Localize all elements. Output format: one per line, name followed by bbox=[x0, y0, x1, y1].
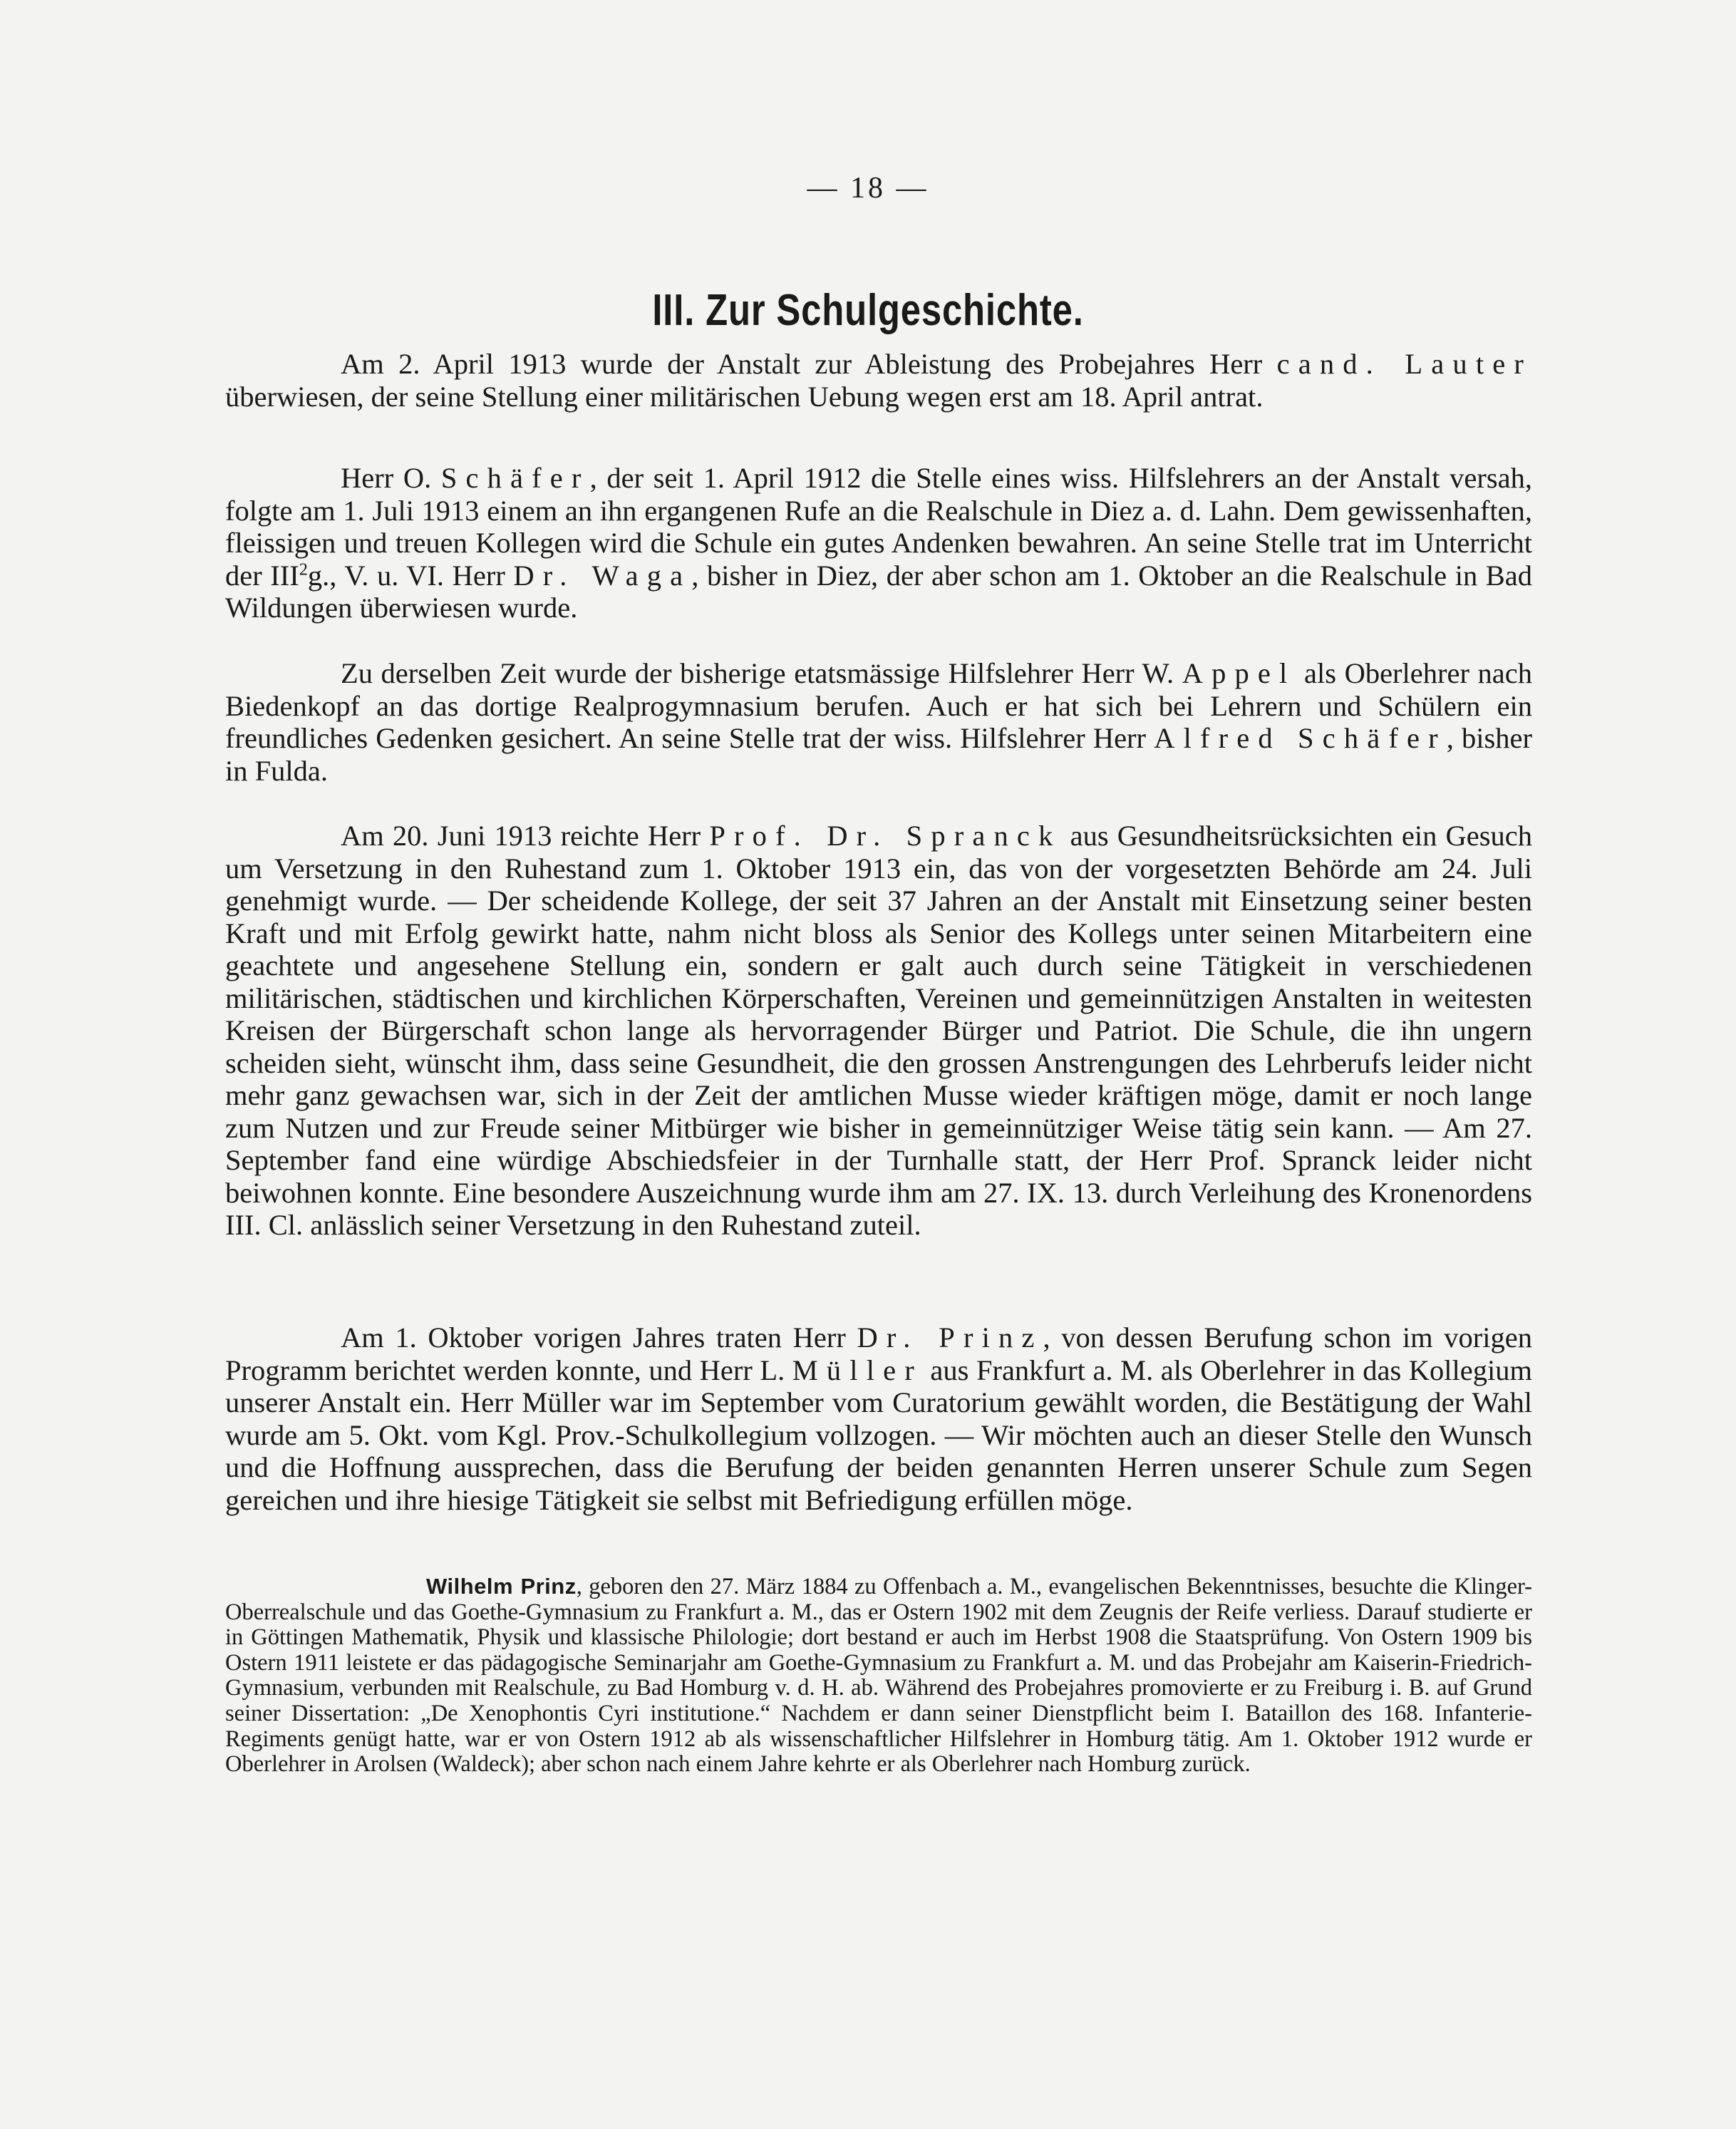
p2-name-waga: Dr. Waga bbox=[513, 559, 692, 592]
p5-name-prinz: Dr. Prinz bbox=[857, 1321, 1043, 1354]
p2-text-a: Herr O. bbox=[341, 462, 441, 494]
p3-name-appel: Appel bbox=[1182, 657, 1296, 689]
biography-name: Wilhelm Prinz bbox=[426, 1574, 577, 1599]
p3-text-e: , bisher in Fulda. bbox=[225, 722, 1533, 787]
p3-name-alfred-schaefer: Alfred Schäfer bbox=[1154, 722, 1447, 754]
p4-name-spranck: Prof. Dr. Spranck bbox=[709, 820, 1062, 852]
p2-text-d: g., V. u. VI. Herr bbox=[307, 559, 514, 592]
p3-text-a: Zu derselben Zeit wurde der bisherige etatsmässige Hilfslehrer Herr W. bbox=[341, 657, 1182, 689]
biography-note bbox=[225, 1574, 1532, 1778]
p5-text-e: aus Frankfurt a. M. als Oberlehrer in das Kollegium unserer Anstalt ein. Herr Müller war im September vom Curatorium gewählt worden, die Bestätigung der Wahl wurde am 5. Okt. vom Kgl. Prov.-Schulkollegium vollzogen. — Wir möchten auch an dieser Stelle den Wunsch und die Hoffnung aussprechen, dass die Berufung der beiden genannten Herren unserer Schule zum Segen gereichen und ihre hiesige Tätigkeit sie selbst mit Befriedigung erfüllen möge. bbox=[225, 1354, 1532, 1516]
p2-text-f: , bisher in Diez, der aber schon am 1. Oktober an die Realschule in Bad Wildungen überwiesen wurde. bbox=[225, 559, 1532, 624]
p1-text-c: überwiesen, der seine Stellung einer militärischen Uebung wegen erst am 18. April antrat. bbox=[225, 380, 1264, 413]
p2-name-schaefer: Schäfer bbox=[440, 462, 590, 494]
paragraph-probejahr bbox=[225, 348, 1532, 413]
p3-text-c: als Oberlehrer nach Biedenkopf an das dortige Realprogymnasium berufen. Auch er hat sich bei Lehrern und Schülern ein freundliches Gedenken gesichert. An seine Stelle trat der wiss. Hilfslehrer Herr bbox=[225, 657, 1532, 754]
p4-text-c: aus Gesundheitsrücksichten ein Gesuch um Versetzung in den Ruhestand zum 1. Oktober 1913 ein, das von der vorgesetzten Behörde am 24. Juli genehmigt wurde. — Der scheidende Kollege, der seit 37 Jahren an der Anstalt mit Einsetzung seiner besten Kraft und mit Erfolg gewirkt hatte, nahm nicht bloss als Senior des Kollegs unter seinen Mitarbeitern eine geachtete und angesehene Stellung ein, sondern er galt auch durch seine Tätigkeit in verschiedenen militärischen, städtischen und kirchlichen Körperschaften, Vereinen und gemeinnützigen Anstalten in weitesten Kreisen der Bürgerschaft schon lange als hervorragender Bürger und Patriot. Die Schule, die ihn ungern scheiden sieht, wünscht ihm, dass seine Gesundheit, die den grossen Anstrengungen des Lehrberufs leider nicht mehr ganz gewachsen war, sich in der Zeit der amtlichen Musse wieder kräftigen möge, damit er noch lange zum Nutzen und zur Freude seiner Mitbürger wie bisher in gemeinnütziger Weise tätig sein kann. — Am 27. September fand eine würdige Abschiedsfeier in der Turnhalle statt, der Herr Prof. Spranck leider nicht beiwohnen konnte. Eine besondere Auszeichnung wurde ihm am 27. IX. 13. durch Verleihung des Kronenordens III. Cl. anlässlich seiner Versetzung in den Ruhestand zuteil. bbox=[225, 820, 1532, 1241]
paragraph-schaefer bbox=[225, 462, 1532, 624]
p5-text-a: Am 1. Oktober vorigen Jahres traten Herr bbox=[341, 1321, 857, 1354]
p5-name-mueller: Müller bbox=[792, 1354, 923, 1386]
biography-text: , geboren den 27. März 1884 zu Offenbach a. M., evangelischen Bekenntnisses, besuchte die Klinger-Oberrealschule und das Goethe-Gymnasium zu Frankfurt a. M., das er Ostern 1902 mit dem Zeugnis der Reife verliess. Darauf studierte er in Göttingen Mathematik, Physik und klassische Philologie; dort bestand er auch im Herbst 1908 die Staatsprüfung. Von Ostern 1909 bis Ostern 1911 leistete er das pädagogische Seminarjahr am Goethe-Gymnasium zu Frankfurt a. M. und das Probejahr am Kaiserin-Friedrich-Gymnasium, verbunden mit Realschule, zu Bad Homburg v. d. H. ab. Während des Probejahres promovierte er zu Freiburg i. B. auf Grund seiner Dissertation: „De Xenophontis Cyri institutione.“ Nachdem er dann seiner Dienstpflicht beim I. Bataillon des 168. Infanterie-Regiments genügt hatte, war er von Ostern 1912 ab als wissenschaftlicher Hilfslehrer in Homburg tätig. Am 1. Oktober 1912 wurde er Oberlehrer in Arolsen (Waldeck); aber schon nach einem Jahre kehrte er als Oberlehrer nach Homburg zurück. bbox=[225, 1574, 1532, 1778]
p2-superscript: 2 bbox=[299, 560, 308, 579]
paragraph-spranck bbox=[225, 820, 1532, 1242]
paragraph-appel bbox=[225, 657, 1532, 787]
section-title: III. Zur Schulgeschichte. bbox=[652, 286, 1084, 335]
p4-text-a: Am 20. Juni 1913 reichte Herr bbox=[341, 820, 710, 852]
page-number: — 18 — bbox=[807, 172, 929, 205]
p1-text-a: Am 2. April 1913 wurde der Anstalt zur Ableistung des Probejahres Herr bbox=[341, 348, 1277, 380]
p5-text-c: , von dessen Berufung schon im vorigen Programm berichtet werden konnte, und Herr L. bbox=[225, 1321, 1532, 1386]
p2-text-c: , der seit 1. April 1912 die Stelle eines wiss. Hilfslehrers an der Anstalt versah, folgte am 1. Juli 1913 einem an ihn ergangenen Rufe an die Realschule in Diez a. d. Lahn. Dem gewissenhaften, fleissigen und treuen Kollegen wird die Schule ein gutes Andenken bewahren. An seine Stelle trat im Unterricht der III bbox=[225, 462, 1532, 592]
p1-name-lauter: cand. Lauter bbox=[1276, 348, 1532, 380]
paragraph-prinz-mueller bbox=[225, 1321, 1532, 1516]
